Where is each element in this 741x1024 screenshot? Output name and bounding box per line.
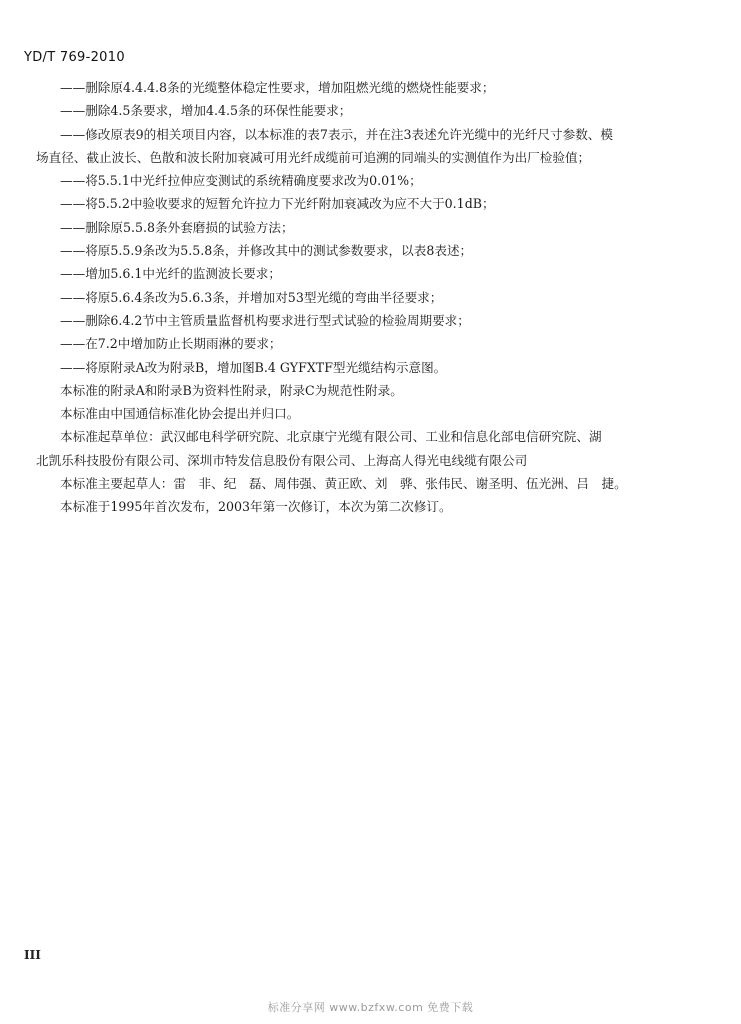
history-paragraph: 本标准于1995年首次发布，2003年第一次修订，本次为第二次修订。 [60, 499, 452, 515]
change-item: ——删除4.5条要求，增加4.4.5条的环保性能要求； [60, 103, 352, 119]
document-id-header: YD/T 769-2010 [24, 50, 125, 65]
drafting-units-paragraph: 本标准起草单位：武汉邮电科学研究院、北京康宁光缆有限公司、工业和信息化部电信研究院、湖 [60, 429, 602, 445]
watermark-footer: 标准分享网 www.bzfxw.com 免费下载 [267, 1001, 474, 1014]
change-item: ——将5.5.2中验收要求的短暂允许拉力下光纤附加衰减改为应不大于0.1dB； [60, 196, 495, 212]
appendix-note-paragraph: 本标准的附录A和附录B为资料性附录，附录C为规范性附录。 [60, 382, 403, 398]
change-item-continuation: 场直径、截止波长、色散和波长附加衰减可用光纤成缆前可追溯的同端头的实测值作为出厂检验值； [36, 149, 591, 165]
change-item: ——将5.5.1中光纤拉伸应变测试的系统精确度要求改为0.01%； [60, 173, 422, 189]
drafting-units-continuation: 北凯乐科技股份有限公司、深圳市特发信息股份有限公司、上海高人得光电线缆有限公司 [36, 452, 528, 468]
change-item: ——删除原4.4.4.8条的光缆整体稳定性要求，增加阻燃光缆的燃烧性能要求； [60, 80, 495, 95]
change-item: ——将原5.6.4条改为5.6.3条，并增加对53型光缆的弯曲半径要求； [60, 289, 443, 305]
page-number: III [24, 948, 41, 962]
change-item: ——增加5.6.1中光纤的监测波长要求； [60, 266, 281, 282]
change-item: ——删除原5.5.8条外套磨损的试验方法； [60, 219, 294, 235]
change-item: ——将原附录A改为附录B，增加图B.4 GYFXTF型光缆结构示意图。 [60, 359, 447, 375]
drafters-paragraph: 本标准主要起草人：雷 非、纪 磊、周伟强、黄正欧、刘 骅、张伟民、谢圣明、伍光洲、吕 捷。 [60, 476, 627, 492]
change-item: ——在7.2中增加防止长期雨淋的要求； [60, 336, 282, 352]
change-item: ——修改原表9的相关项目内容，以本标准的表7表示，并在注3表述允许光缆中的光纤尺寸参数、模 [60, 126, 613, 142]
foreword-content [36, 76, 696, 519]
change-item: ——将原5.5.9条改为5.5.8条，并修改其中的测试参数要求，以表8表述； [60, 243, 473, 259]
proposer-paragraph: 本标准由中国通信标准化协会提出并归口。 [60, 406, 300, 422]
change-item: ——删除6.4.2节中主管质量监督机构要求进行型式试验的检验周期要求； [60, 312, 470, 328]
